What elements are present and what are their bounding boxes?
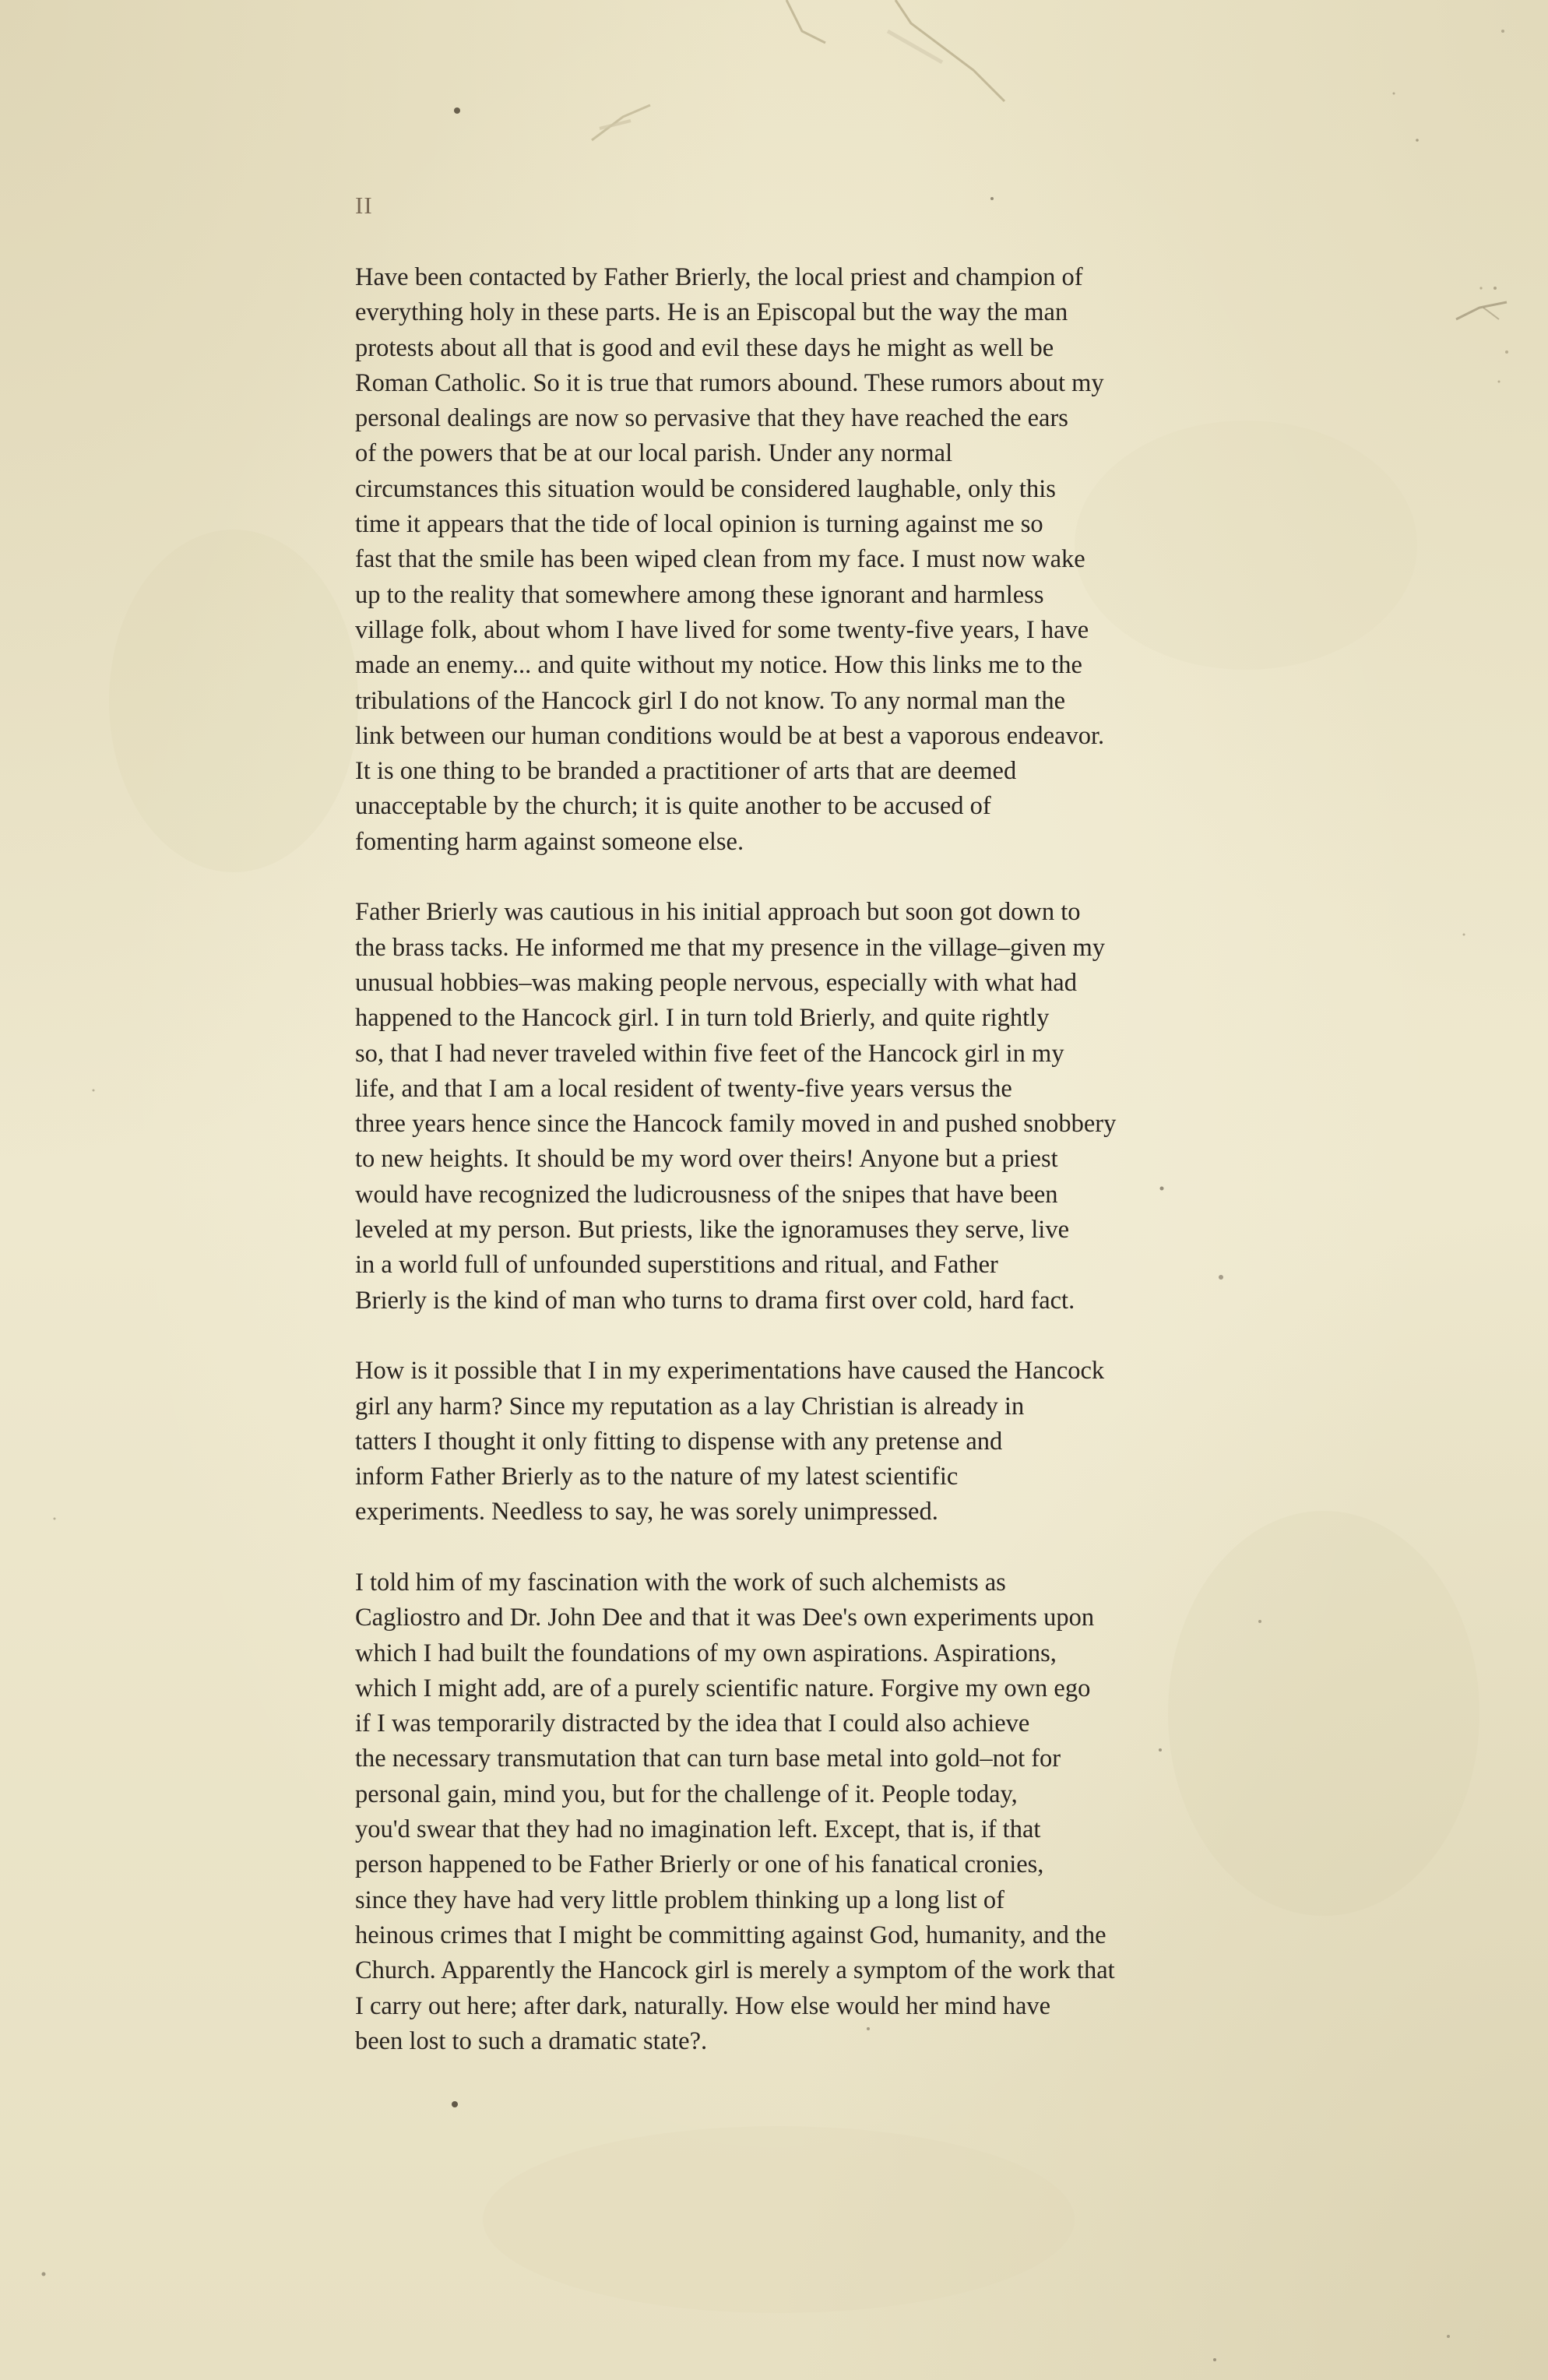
document-body <box>355 260 1227 2094</box>
text-line: tatters I thought it only fitting to dispense with any pretense and <box>355 1427 1003 1456</box>
text-line: personal dealings are now so pervasive that they have reached the ears <box>355 404 1068 433</box>
text-line: person happened to be Father Brierly or one of his fanatical cronies, <box>355 1850 1044 1879</box>
text-line: Brierly is the kind of man who turns to drama first over cold, hard fact. <box>355 1286 1075 1315</box>
text-line: up to the reality that somewhere among these ignorant and harmless <box>355 580 1044 609</box>
text-line: unusual hobbies–was making people nervous, especially with what had <box>355 968 1077 997</box>
text-line: It is one thing to be branded a practitioner of arts that are deemed <box>355 757 1017 786</box>
text-line: so, that I had never traveled within five feet of the Hancock girl in my <box>355 1039 1064 1068</box>
text-line: tribulations of the Hancock girl I do not know. To any normal man the <box>355 686 1066 715</box>
paragraph-3 <box>355 1354 1227 1530</box>
text-line: fomenting harm against someone else. <box>355 827 744 856</box>
text-line: would have recognized the ludicrousness of the snipes that have been <box>355 1180 1058 1209</box>
text-line: leveled at my person. But priests, like the ignoramuses they serve, live <box>355 1216 1069 1245</box>
text-line: of the powers that be at our local parish. Under any normal <box>355 439 953 468</box>
text-line: protests about all that is good and evil these days he might as well be <box>355 333 1054 362</box>
text-line: since they have had very little problem thinking up a long list of <box>355 1885 1004 1914</box>
text-line: fast that the smile has been wiped clean from my face. I must now wake <box>355 545 1085 574</box>
text-line: I carry out here; after dark, naturally. How else would her mind have <box>355 1991 1051 2020</box>
text-line: link between our human conditions would be at best a vaporous endeavor. <box>355 721 1105 750</box>
text-line: everything holy in these parts. He is an Episcopal but the way the man <box>355 298 1068 327</box>
text-line: the brass tacks. He informed me that my presence in the village–given my <box>355 933 1105 962</box>
text-line: village folk, about whom I have lived for some twenty-five years, I have <box>355 615 1089 644</box>
chapter-heading: II <box>355 192 373 219</box>
paragraph-1 <box>355 260 1227 860</box>
text-line: girl any harm? Since my reputation as a lay Christian is already in <box>355 1392 1025 1421</box>
text-line: heinous crimes that I might be committing against God, humanity, and the <box>355 1921 1106 1949</box>
text-line: the necessary transmutation that can turn base metal into gold–not for <box>355 1745 1061 1773</box>
text-line: Have been contacted by Father Brierly, the local priest and champion of <box>355 263 1083 291</box>
text-line: How is it possible that I in my experimentations have caused the Hancock <box>355 1357 1105 1385</box>
text-line: if I was temporarily distracted by the idea that I could also achieve <box>355 1709 1030 1738</box>
text-line: been lost to such a dramatic state?. <box>355 2026 708 2055</box>
text-line: happened to the Hancock girl. I in turn told Brierly, and quite rightly <box>355 1004 1050 1033</box>
text-line: circumstances this situation would be considered laughable, only this <box>355 474 1056 503</box>
paragraph-4 <box>355 1565 1227 2059</box>
text-line: Church. Apparently the Hancock girl is merely a symptom of the work that <box>355 1956 1115 1985</box>
text-line: in a world full of unfounded superstitions and ritual, and Father <box>355 1251 998 1280</box>
text-line: three years hence since the Hancock family moved in and pushed snobbery <box>355 1110 1117 1139</box>
text-line: personal gain, mind you, but for the challenge of it. People today, <box>355 1780 1018 1808</box>
text-line: time it appears that the tide of local opinion is turning against me so <box>355 510 1043 539</box>
text-line: you'd swear that they had no imagination left. Except, that is, if that <box>355 1815 1041 1844</box>
text-line: inform Father Brierly as to the nature of my latest scientific <box>355 1463 959 1491</box>
text-line: unacceptable by the church; it is quite another to be accused of <box>355 792 991 821</box>
text-line: life, and that I am a local resident of twenty-five years versus the <box>355 1074 1012 1103</box>
text-line: which I might add, are of a purely scientific nature. Forgive my own ego <box>355 1674 1091 1702</box>
text-line: Roman Catholic. So it is true that rumors abound. These rumors about my <box>355 368 1104 397</box>
text-line: to new heights. It should be my word over theirs! Anyone but a priest <box>355 1145 1058 1174</box>
paragraph-2 <box>355 895 1227 1319</box>
text-line: Father Brierly was cautious in his initial approach but soon got down to <box>355 898 1081 927</box>
text-line: made an enemy... and quite without my notice. How this links me to the <box>355 651 1082 680</box>
text-line: experiments. Needless to say, he was sorely unimpressed. <box>355 1498 938 1526</box>
text-line: I told him of my fascination with the work of such alchemists as <box>355 1568 1006 1597</box>
text-line: Cagliostro and Dr. John Dee and that it was Dee's own experiments upon <box>355 1604 1095 1632</box>
text-line: which I had built the foundations of my own aspirations. Aspirations, <box>355 1639 1057 1667</box>
